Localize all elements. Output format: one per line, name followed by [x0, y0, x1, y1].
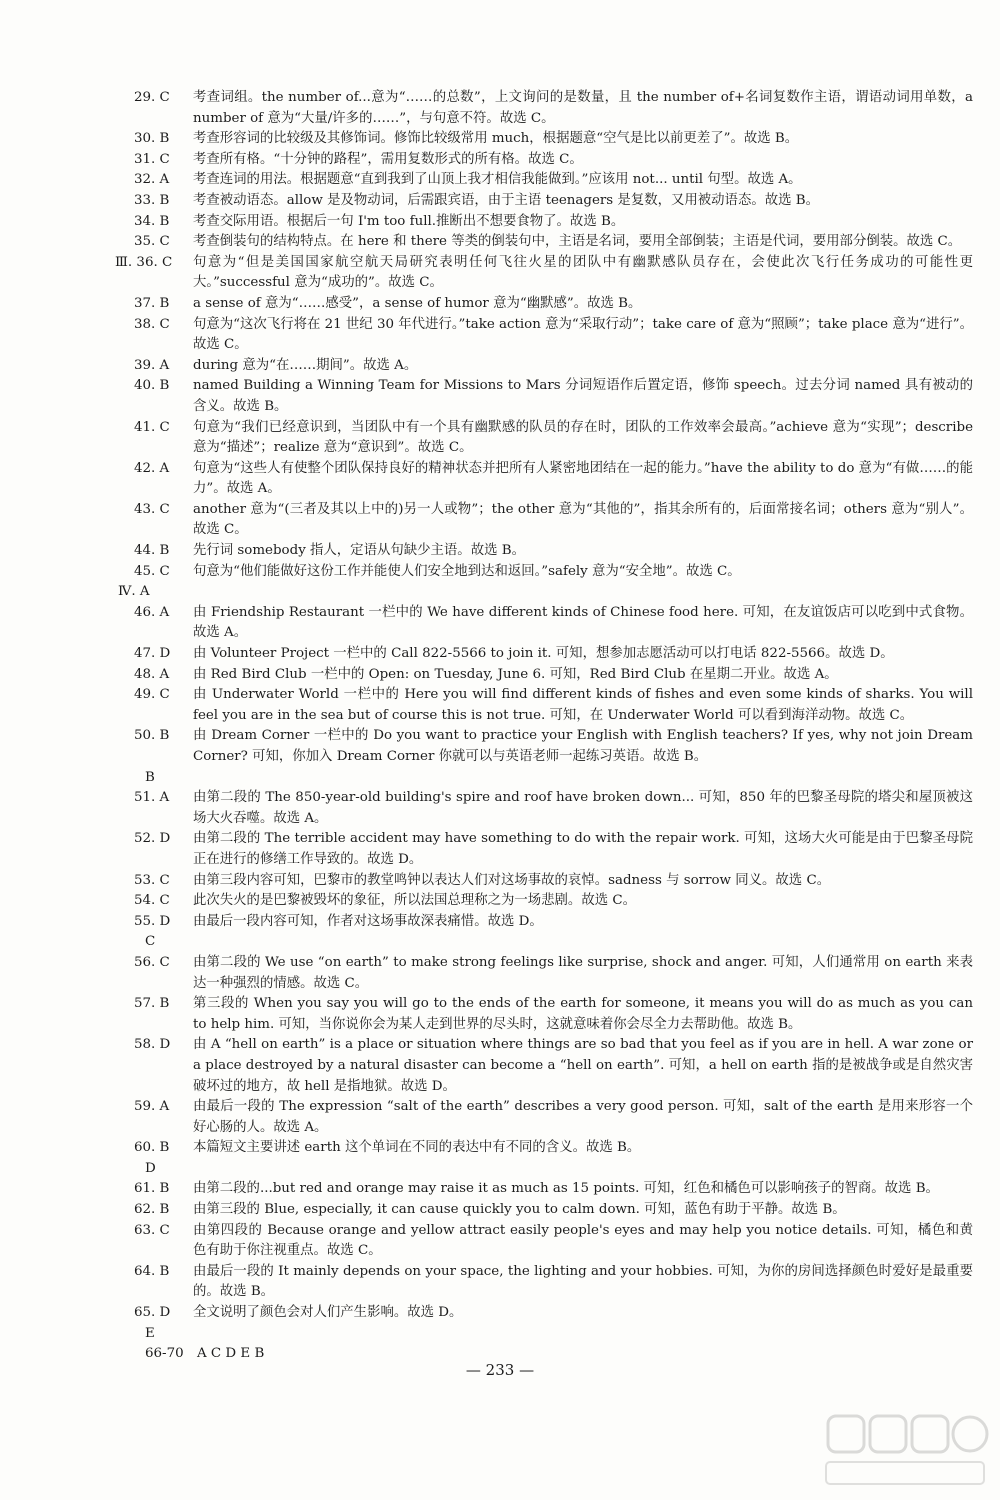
answer-item	[0, 191, 1000, 212]
explanation-text: 先行词 somebody 指人，定语从句缺少主语。故选 B。	[193, 543, 525, 559]
question-number: 30. B	[134, 131, 170, 147]
explanation-text: 此次失火的是巴黎被毁坏的象征，所以法国总理称之为一场悲剧。故选 C。	[193, 893, 636, 909]
answer-item	[0, 232, 1000, 253]
question-number: 38. C	[134, 316, 170, 332]
explanation-text: 由第三段的 Blue, especially, it can cause quickly you to calm down. 可知，蓝色有助于平静。故选 B。	[193, 1202, 846, 1218]
answer-item	[0, 418, 1000, 459]
question-number: 54. C	[134, 893, 170, 909]
explanation-text: 由 A “hell on earth” is a place or situation where things are so bad that you feel as if you are in hell. A war zone or a place destroyed by a natural disaster can become a “hell on earth”. 可知，a hell on earth 指的是被战争或是自然灾害破坏过的地方，故 hell 是指地狱。故选 D。	[193, 1037, 973, 1094]
answer-item	[0, 88, 1000, 129]
question-number: 49. C	[134, 687, 170, 703]
explanation-text: named Building a Winning Team for Missions to Mars 分词短语作后置定语，修饰 speech。过去分词 named 具有被动的含义。故选 B。	[193, 378, 973, 414]
explanation-text: 考查倒装句的结构特点。在 here 和 there 等类的倒装句中，主语是名词，要用全部倒装；主语是代词，要用部分倒装。故选 C。	[193, 234, 962, 250]
question-number: 53. C	[134, 872, 170, 888]
question-number: 35. C	[134, 234, 170, 250]
answer-item	[0, 129, 1000, 150]
answer-item	[0, 953, 1000, 994]
answer-item	[0, 788, 1000, 829]
explanation-text: 由 Dream Corner 一栏中的 Do you want to practice your English with English teachers? If yes, why not join Dream Corner? 可知，你加入 Dream Corner 你就可以与英语老师一起练习英语。故选 B。	[193, 728, 973, 764]
answer-item	[0, 294, 1000, 315]
answer-item	[0, 871, 1000, 892]
explanation-text: 句意为“这次飞行将在 21 世纪 30 年代进行。”take action 意为“采取行动”；take care of 意为“照顾”；take place 意为“进行”。故选 C。	[193, 316, 973, 353]
explanation-text: 由最后一段的 It mainly depends on your space, the lighting and your hobbies. 可知，为你的房间选择颜色时爱好是最重要的。故选 B。	[193, 1263, 973, 1300]
section-label: C	[145, 934, 156, 950]
question-number: 55. D	[134, 913, 171, 929]
section-label: E	[145, 1325, 155, 1341]
answer-item	[0, 994, 1000, 1035]
question-number: 43. C	[134, 501, 170, 517]
explanation-text: 由 Red Bird Club 一栏中的 Open: on Tuesday, June 6. 可知，Red Bird Club 在星期二开业。故选 A。	[193, 666, 838, 682]
answer-item	[0, 1262, 1000, 1303]
question-number: 59. A	[134, 1099, 170, 1115]
answer-item	[0, 1221, 1000, 1262]
explanation-text: 由第四段的 Because orange and yellow attract easily people's eyes and may help you notice details. 可知，橘色和黄色有助于你注视重点。故选 C。	[193, 1222, 973, 1259]
answer-item	[0, 726, 1000, 767]
explanation-text: 由第二段的 The 850-year-old building's spire and roof have broken down... 可知，850 年的巴黎圣母院的塔尖和屋顶被这场大火吞噬。故选 A。	[193, 790, 973, 826]
explanation-text: a sense of 意为“……感受”，a sense of humor 意为“幽默感”。故选 B。	[193, 295, 642, 311]
explanation-text: 由最后一段内容可知，作者对这场事故深表痛惜。故选 D。	[193, 913, 543, 929]
explanation-text: 由第三段内容可知，巴黎市的教堂鸣钟以表达人们对这场事故的哀悼。sadness 与 sorrow 同义。故选 C。	[193, 872, 831, 888]
question-number: 58. D	[134, 1037, 171, 1053]
explanation-text: 由 Volunteer Project 一栏中的 Call 822-5566 to join it. 可知，想参加志愿活动可以打电话 822-5566。故选 D。	[193, 646, 894, 662]
page-number: — 233 —	[465, 1361, 535, 1379]
explanation-text: during 意为“在……期间”。故选 A。	[193, 357, 418, 373]
section-label: Ⅳ. A	[118, 584, 150, 600]
answer-item	[0, 253, 1000, 294]
question-number: 45. C	[134, 563, 170, 579]
answer-item	[0, 912, 1000, 933]
answer-item	[0, 500, 1000, 541]
answer-item	[0, 315, 1000, 356]
question-number: 44. B	[134, 543, 170, 559]
explanation-text: 考查词组。the number of...意为“……的总数”，上文询问的是数量，且 the number of+名词复数作主语，谓语动词用单数，a number of 意为“大量/许多的……”，与句意不符。故选 C。	[193, 90, 973, 126]
question-number: 46. A	[134, 604, 170, 620]
explanation-text: 全文说明了颜色会对人们产生影响。故选 D。	[193, 1305, 463, 1321]
explanation-text: 由第二段的 The terrible accident may have something to do with the repair work. 可知，这场大火可能是由于巴黎圣母院正在进行的修缮工作导致的。故选 D。	[193, 831, 973, 867]
explanation-text: 句意为“他们能做好这份工作并能使人们安全地到达和返回。”safely 意为“安全地”。故选 C。	[193, 563, 741, 579]
question-number: 62. B	[134, 1202, 170, 1218]
answer-item	[0, 150, 1000, 171]
answer-item	[0, 376, 1000, 417]
explanation-text: 由 Underwater World 一栏中的 Here you will find different kinds of fishes and even some kinds of sharks. You will feel you are in the sea but of course this is not true. 可知，在 Underwater World 可以看到海洋动物。故选 C。	[193, 687, 973, 723]
answer-item	[0, 541, 1000, 562]
answer-item	[0, 665, 1000, 686]
answer-item	[0, 1035, 1000, 1097]
answer-item	[0, 1097, 1000, 1138]
explanation-text: 句意为“我们已经意识到，当团队中有一个具有幽默感的队员的存在时，团队的工作效率会最高。”achieve 意为“实现”；describe 意为“描述”；realize 意为“意识到”。故选 C。	[193, 419, 973, 456]
question-number: 33. B	[134, 192, 170, 208]
answer-item	[0, 1200, 1000, 1221]
explanation-text: another 意为“(三者及其以上中的)另一人或物”；the other 意为“其他的”，指其余所有的，后面常接名词；others 意为“别人”。故选 C。	[193, 501, 973, 538]
explanation-text: 由最后一段的 The expression “salt of the earth” describes a very good person. 可知，salt of the earth 是用来形容一个好心肠的人。故选 A。	[193, 1099, 973, 1135]
question-number: 39. A	[134, 357, 170, 373]
answer-item	[0, 1179, 1000, 1200]
section-label: D	[145, 1160, 156, 1176]
question-number: 37. B	[134, 295, 170, 311]
explanation-text: 句意为“这些人有使整个团队保持良好的精神状态并把所有人紧密地团结在一起的能力。”have the ability to do 意为“有做……的能力”。故选 A。	[193, 460, 973, 497]
question-number: 51. A	[134, 790, 170, 806]
question-number: 52. D	[134, 831, 171, 847]
question-number: 41. C	[134, 419, 170, 435]
answer-item	[0, 603, 1000, 644]
answer-item	[0, 829, 1000, 870]
question-number: 61. B	[134, 1181, 170, 1197]
explanation-text: 考查形容词的比较级及其修饰词。修饰比较级常用 much，根据题意“空气是比以前更差了”。故选 B。	[193, 131, 799, 147]
explanation-text: 句意为“但是美国国家航空航天局研究表明任何飞往火星的团队中有幽默感队员存在，会使此次飞行任务成功的可能性更大。”successful 意为“成功的”。故选 C。	[193, 254, 973, 291]
question-number: 60. B	[134, 1140, 170, 1156]
question-number: 31. C	[134, 151, 170, 167]
section-heading	[0, 1159, 1000, 1180]
explanation-text: 由 Friendship Restaurant 一栏中的 We have different kinds of Chinese food here. 可知，在友谊饭店可以吃到中式食物。故选 A。	[193, 604, 973, 641]
answer-item	[0, 685, 1000, 726]
question-number: 65. D	[134, 1305, 171, 1321]
explanation-text: 由第二段的...but red and orange may raise it as much as 15 points. 可知，红色和橘色可以影响孩子的智商。故选 B。	[193, 1181, 939, 1197]
question-number: 56. C	[134, 954, 170, 970]
answer-item	[0, 644, 1000, 665]
explanation-text: 考查所有格。“十分钟的路程”，需用复数形式的所有格。故选 C。	[193, 151, 583, 167]
explanation-text: 第三段的 When you say you will go to the ends of the earth for someone, it means you will do as much as you can to help him. 可知，当你说你会为某人走到世界的尽头时，这就意味着你会尽全力去帮助他。故选 B。	[193, 996, 973, 1032]
question-number: 40. B	[134, 378, 170, 394]
explanation-text: 考查交际用语。根据后一句 I'm too full.推断出不想要食物了。故选 B。	[193, 213, 625, 229]
question-number: 29. C	[134, 90, 170, 105]
section-label: B	[145, 769, 155, 785]
answer-item	[0, 212, 1000, 233]
question-number: 42. A	[134, 460, 170, 476]
answer-item	[0, 356, 1000, 377]
section-heading	[0, 768, 1000, 789]
question-number: Ⅲ. 36. C	[115, 254, 173, 270]
watermark-logo-icon	[820, 1410, 990, 1490]
answer-explanations	[0, 88, 1000, 1365]
section-label: 66-70 A C D E B	[145, 1346, 265, 1362]
question-number: 48. A	[134, 666, 170, 682]
section-heading	[0, 1324, 1000, 1345]
answer-item	[0, 891, 1000, 912]
answer-item	[0, 562, 1000, 583]
question-number: 50. B	[134, 728, 170, 744]
answer-item	[0, 1138, 1000, 1159]
question-number: 63. C	[134, 1222, 170, 1238]
question-number: 57. B	[134, 996, 170, 1012]
explanation-text: 本篇短文主要讲述 earth 这个单词在不同的表达中有不同的含义。故选 B。	[193, 1140, 641, 1156]
answer-item	[0, 1303, 1000, 1324]
question-number: 64. B	[134, 1263, 170, 1279]
explanation-text: 由第二段的 We use “on earth” to make strong feelings like surprise, shock and anger. 可知，人们通常用 on earth 来表达一种强烈的情感。故选 C。	[193, 954, 973, 991]
explanation-text: 考查被动语态。allow 是及物动词，后需跟宾语，由于主语 teenagers 是复数，又用被动语态。故选 B。	[193, 192, 819, 208]
explanation-text: 考查连词的用法。根据题意“直到我到了山顶上我才相信我能做到。”应该用 not... until 句型。故选 A。	[193, 172, 802, 188]
section-heading	[0, 932, 1000, 953]
question-number: 32. A	[134, 172, 170, 188]
question-number: 47. D	[134, 646, 171, 662]
section-heading	[0, 582, 1000, 603]
answer-item	[0, 459, 1000, 500]
answer-item	[0, 170, 1000, 191]
question-number: 34. B	[134, 213, 170, 229]
